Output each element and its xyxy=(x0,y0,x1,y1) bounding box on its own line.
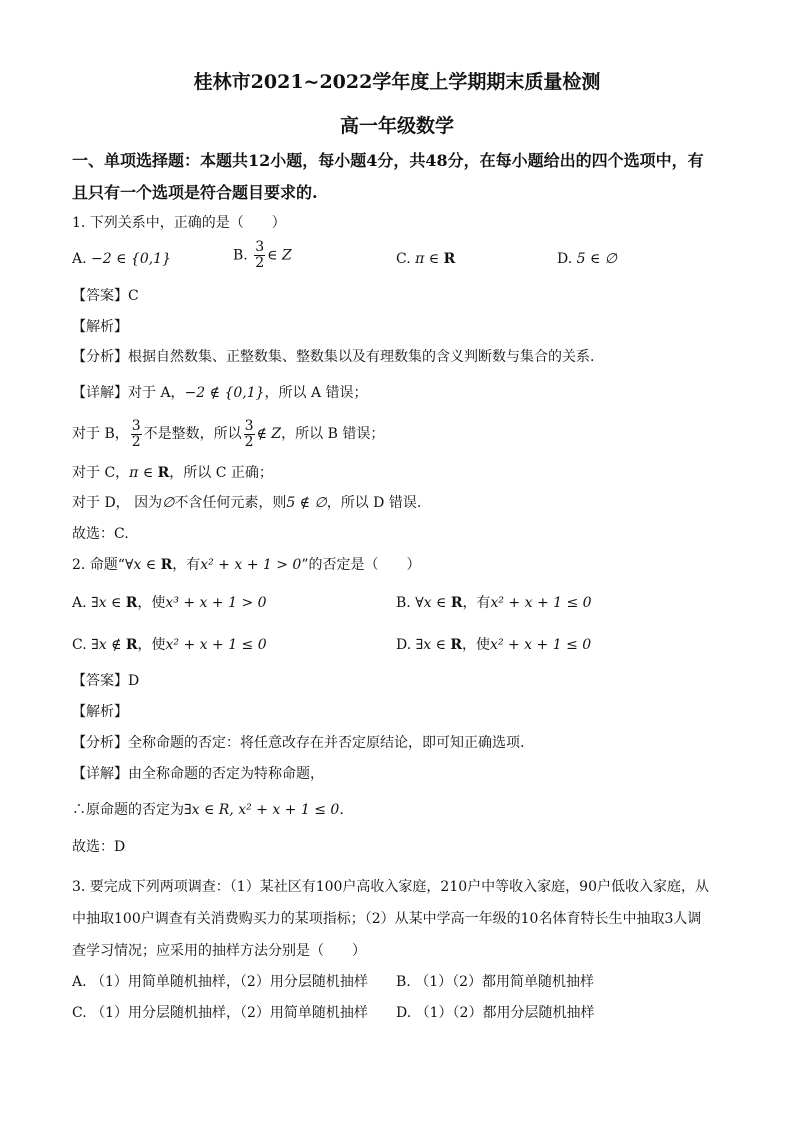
q2-option-b: B. ∀x ∈ R，有x² + x + 1 ≤ 0 xyxy=(396,595,592,611)
q1-option-c: C. π ∈ R xyxy=(396,251,456,267)
option-math: −2 ∈ {0,1} xyxy=(91,251,171,267)
q1-conclusion: 故选：C. xyxy=(72,526,129,542)
q2-stem: 2. 命题“∀x ∈ R，有x² + x + 1 > 0”的否定是（ ） xyxy=(72,557,421,573)
option-math: ∈ Z xyxy=(267,247,292,264)
option-label: A. xyxy=(72,251,87,267)
q2-conclusion: 故选：D xyxy=(72,839,126,855)
option-label: D. xyxy=(396,637,412,653)
q1-detail-line-2: 对于 B， $\frac{3}{2}$ 不是整数，所以 $\frac{3}{2}$ ∉ Z，所以 B 错误； xyxy=(72,417,385,450)
q3-stem-line-1: 3. 要完成下列两项调查：（1）某社区有100户高收入家庭，210户中等收入家庭，90户低收入家庭，从 xyxy=(72,879,709,895)
q1-detail-line-4: 对于 D， 因为∅不含任何元素，则5 ∉ ∅，所以 D 错误. xyxy=(72,495,422,511)
q3-option-b: B. （1）（2）都用简单随机抽样 xyxy=(396,974,595,990)
q3-stem-line-3: 查学习情况；应采用的抽样方法分别是（ ） xyxy=(72,943,366,959)
option-label: C. xyxy=(396,251,411,267)
q1-option-d xyxy=(557,250,617,268)
q2-answer: 【答案】D xyxy=(72,673,140,689)
q1-detail-line-3: 对于 C，π ∈ R，所以 C 正确； xyxy=(72,465,273,481)
q2-option-d: D. ∃x ∈ R，使x² + x + 1 ≤ 0 xyxy=(396,637,592,653)
q2-fenxi: 【分析】全称命题的否定：将任意改存在并否定原结论，即可知正确选项. xyxy=(72,735,525,751)
q1-option-a xyxy=(72,250,171,268)
q2-option-c: C. ∃x ∉ R，使x² + x + 1 ≤ 0 xyxy=(72,637,267,653)
fraction: $\frac{3}{2}$ xyxy=(244,417,254,450)
fraction: $\frac{3}{2}$ xyxy=(131,417,141,450)
option-label: B. xyxy=(396,595,411,611)
q1-detail-line-1: 【详解】对于 A，−2 ∉ {0,1}，所以 A 错误； xyxy=(72,385,368,401)
q1-option-b xyxy=(233,240,292,271)
q3-stem-line-2: 中抽取100户调查有关消费购买力的某项指标；（2）从某中学高一年级的10名体育特长生中抽取3人调 xyxy=(72,911,702,927)
q2-option-a: A. ∃x ∈ R，使x³ + x + 1 > 0 xyxy=(72,595,267,611)
q1-answer: 【答案】C xyxy=(72,288,139,304)
q3-option-a: A. （1）用简单随机抽样，（2）用分层随机抽样 xyxy=(72,974,368,990)
q2-analysis-label: 【解析】 xyxy=(72,704,128,720)
q1-stem: 1. 下列关系中，正确的是（ ） xyxy=(72,215,286,231)
option-label: A. xyxy=(72,595,87,611)
option-label: D. xyxy=(557,251,573,267)
fraction: $\frac{3}{2}$ xyxy=(255,239,265,271)
q1-fenxi: 【分析】根据自然数集、正整数集、整数集以及有理数集的含义判断数与集合的关系. xyxy=(72,349,595,365)
document-title: 桂林市2021~2022学年度上学期期末质量检测 xyxy=(193,71,601,93)
q2-therefore: ∴原命题的否定为∃x ∈ R, x² + x + 1 ≤ 0. xyxy=(72,802,344,818)
option-math: 5 ∈ ∅ xyxy=(576,251,618,267)
section-heading-line-2: 且只有一个选项是符合题目要求的. xyxy=(72,183,318,202)
q3-option-d: D. （1）（2）都用分层随机抽样 xyxy=(396,1005,595,1021)
section-heading-line-1: 一、单项选择题：本题共12小题，每小题4分，共48分，在每小题给出的四个选项中，有 xyxy=(72,151,704,170)
q1-analysis-label: 【解析】 xyxy=(72,319,128,335)
document-subtitle: 高一年级数学 xyxy=(339,115,454,137)
option-label: B. xyxy=(233,247,248,264)
option-math: π ∈ xyxy=(415,251,444,267)
q2-detail: 【详解】由全称命题的否定为特称命题， xyxy=(72,766,324,782)
option-label: C. xyxy=(72,637,87,653)
q3-option-c: C. （1）用分层随机抽样，（2）用简单随机抽样 xyxy=(72,1005,368,1021)
